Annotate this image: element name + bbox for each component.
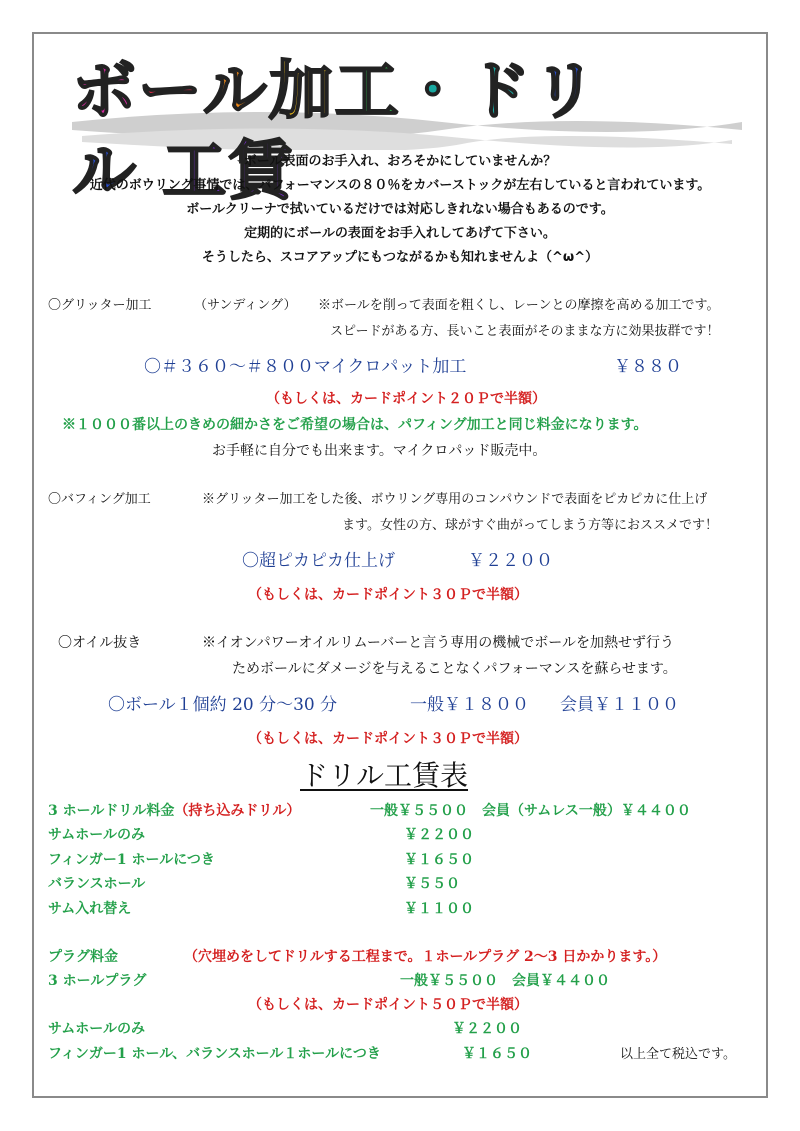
title-part: 工 bbox=[334, 55, 401, 129]
drill-row-label: サム入れ替え bbox=[48, 901, 132, 917]
drill-row-label: バランスホール bbox=[48, 876, 146, 892]
glitter-desc: スピードがある方、長いこと表面がそのままな方に効果抜群です！ bbox=[330, 324, 720, 339]
buffing-item: 〇超ピカピカ仕上げ bbox=[242, 551, 395, 571]
oil-price-general: 一般￥１８００ bbox=[410, 695, 529, 715]
plug-row-price: 一般￥５５００ 会員￥４４００ bbox=[400, 973, 610, 989]
drill-row-label bbox=[48, 800, 300, 820]
drill-row-label-note: （持ち込みドリル） bbox=[174, 803, 301, 819]
intro-line: ボール表面のお手入れ、おろそかにしていませんか？ bbox=[243, 154, 557, 169]
buffing-desc: ます。女性の方、球がすぐ曲がってしまう方等におススメです！ bbox=[342, 518, 718, 533]
plug-desc: （穴埋めをしてドリルする工程まで。１ホールプラグ 2～3 日かかります。） bbox=[184, 949, 667, 965]
plug-row-label: 3 ホールプラグ bbox=[48, 973, 147, 989]
title-part: 工賃 bbox=[162, 135, 295, 209]
title-part: 加 bbox=[268, 55, 335, 129]
drill-row-price: ￥１６５０ bbox=[404, 852, 474, 868]
drill-row-price: ￥２２００ bbox=[404, 827, 474, 843]
glitter-item: 〇＃３６０～＃８００マイクロパット加工 bbox=[144, 357, 467, 377]
intro-line: ボールクリーナで拭いているだけでは対応しきれない場合もあるのです。 bbox=[186, 202, 614, 217]
tax-note: 以上全て税込です。 bbox=[620, 1047, 736, 1062]
glitter-desc: ※ボールを削って表面を粗くし、レーンとの摩擦を高める加工です。 bbox=[318, 298, 720, 313]
oil-point: （もしくは、カードポイント３０Ｐで半額） bbox=[248, 731, 528, 747]
buffing-desc: ※グリッター加工をした後、ボウリング専用のコンパウンドで表面をピカピカに仕上げ bbox=[202, 492, 708, 507]
plug-row-label: サムホールのみ bbox=[48, 1021, 146, 1037]
drill-row-price: 一般￥５５００ 会員（サムレス一般）￥４４００ bbox=[370, 803, 691, 819]
plug-label: プラグ料金 bbox=[48, 949, 118, 965]
oil-desc: ためボールにダメージを与えることなくパフォーマンスを蘇らせます。 bbox=[232, 661, 677, 677]
buffing-label: 〇バフィング加工 bbox=[48, 492, 151, 507]
intro-line: そうしたら、スコアアップにもつながるかも知れませんよ（^ω^） bbox=[201, 250, 599, 265]
title-part: ・ド bbox=[400, 55, 533, 129]
buffing-point: （もしくは、カードポイント３０Ｐで半額） bbox=[248, 587, 528, 603]
title-part: ー bbox=[138, 55, 203, 129]
drill-heading: ドリル工賃表 bbox=[300, 759, 469, 792]
glitter-sub: （サンディング） bbox=[194, 298, 297, 313]
title-part: ル bbox=[202, 55, 269, 129]
drill-row-label: フィンガー1 ホールにつき bbox=[48, 852, 215, 868]
drill-row-label: サムホールのみ bbox=[48, 827, 146, 843]
plug-row-price: ￥１６５０ bbox=[462, 1046, 532, 1062]
oil-desc: ※イオンパワーオイルリムーバーと言う専用の機械でボールを加熱せず行う bbox=[202, 635, 674, 651]
drill-row-price: ￥５５０ bbox=[404, 876, 460, 892]
drill-row-label-text: 3 ホールドリル料金 bbox=[48, 803, 175, 819]
glitter-label: 〇グリッター加工 bbox=[48, 298, 152, 313]
glitter-note: ※１０００番以上のきめの細かさをご希望の場合は、パフィング加工と同じ料金になります。 bbox=[62, 417, 648, 433]
plug-point: （もしくは、カードポイント５０Ｐで半額） bbox=[248, 997, 528, 1013]
intro-line: 定期的にボールの表面をお手入れしてあげて下さい。 bbox=[244, 226, 556, 241]
title-part: リル bbox=[72, 55, 599, 209]
plug-row-price: ￥２２００ bbox=[452, 1021, 522, 1037]
drill-row-price: ￥１１００ bbox=[404, 901, 474, 917]
buffing-price: ￥２２００ bbox=[468, 551, 553, 571]
glitter-note2: お手軽に自分でも出来ます。マイクロパッド販売中。 bbox=[212, 443, 547, 459]
oil-label: 〇オイル抜き bbox=[58, 635, 142, 651]
glitter-price: ￥８８０ bbox=[614, 357, 682, 377]
oil-price-member: 会員￥１１００ bbox=[560, 695, 679, 715]
title-part: ボ bbox=[72, 55, 138, 129]
intro-line: 近代のボウリング事情では、パフォーマンスの８０％をカバーストックが左右していると言われています。 bbox=[89, 178, 711, 193]
plug-row-label: フィンガー1 ホール、バランスホール１ホールにつき bbox=[48, 1046, 381, 1062]
oil-item: 〇ボール１個約 20 分～30 分 bbox=[108, 695, 338, 715]
glitter-point: （もしくは、カードポイント２０Ｐで半額） bbox=[266, 391, 546, 407]
